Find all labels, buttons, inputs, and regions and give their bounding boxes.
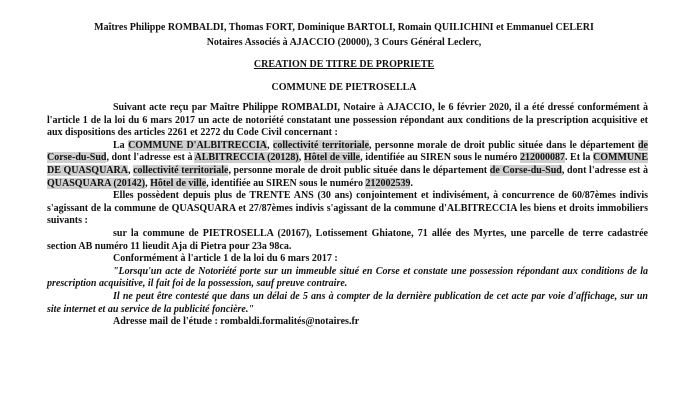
text-segment: Hôtel de ville (303, 152, 361, 164)
text-segment: 212002539 (365, 177, 411, 189)
text-segment: , (298, 152, 304, 164)
text-segment: COMMUNE D'ALBITRECCIA (128, 139, 268, 151)
text-segment: . Et la (564, 152, 593, 164)
text-segment: , identifiée au SIREN sous le numéro (206, 177, 366, 189)
paragraph-property: sur la commune de PIETROSELLA (20167), Lotissement Ghiatone, 71 allée des Myrtes, une parcelle de terre cadastrée section AB numéro 11 lieudit Aja di Pietra pour 23a 98ca. (47, 227, 648, 252)
paragraph-parties (47, 140, 648, 190)
text-segment: , personne morale de droit public située dans le département (369, 139, 638, 151)
paragraph-possession: Elles possèdent depuis plus de TRENTE ANS (30 ans) conjointement et indivisément, à concurrence de 60/87èmes indivis s'agissant de la commune de QUASQUARA et 27/87èmes indivis s'agissant de la commune d'ALBITRECCIA les biens et droits immobiliers suivants : (47, 190, 648, 227)
text-segment: , (267, 139, 273, 151)
document-subtitle: COMMUNE DE PIETROSELLA (271, 82, 417, 93)
text-segment: de Corse-du-Sud (47, 139, 648, 164)
document-title: CREATION DE TITRE DE PROPRIETE (253, 59, 435, 70)
paragraph-law-reference: Conformément à l'article 1 de la loi du 6 mars 2017 : (113, 253, 338, 265)
document-body (47, 102, 648, 329)
text-segment: COMMUNE DE QUASQUARA (47, 152, 648, 176)
notaries-address: Notaires Associés à AJACCIO (20000), 3 Cours Général Leclerc, (206, 37, 482, 48)
quote-paragraph-1: "Lorsqu'un acte de Notoriété porte sur un immeuble situé en Corse et constate une possession répondant aux conditions de la prescription acquisitive, il fait foi de la possession, sauf preuve contraire. (47, 265, 648, 290)
text-segment: collectivité territoriale (272, 139, 370, 151)
text-segment: , identifiée au SIREN sous le numéro (360, 152, 520, 164)
text-segment: 212000087 (519, 152, 565, 164)
contact-email: Adresse mail de l'étude : rombaldi.formalités@notaires.fr (113, 316, 360, 328)
text-segment: , dont l'adresse est à (106, 152, 195, 164)
text-segment: , dont l'adresse est à (561, 164, 649, 176)
notaries-names: Maîtres Philippe ROMBALDI, Thomas FORT, Dominique BARTOLI, Romain QUILICHINI et Emmanuel CELERI (94, 22, 594, 33)
text-segment: collectivité territoriale (133, 164, 229, 176)
text-segment: , (145, 177, 151, 189)
text-segment: , personne morale de droit public située dans le département (228, 164, 490, 176)
text-segment: de Corse-du-Sud (489, 164, 562, 176)
quote-paragraph-2: Il ne peut être contesté que dans un délai de 5 ans à compter de la dernière publication de cet acte par voie d'affichage, sur un site internet et au service de la publicité foncière." (47, 290, 648, 315)
text-segment: ALBITRECCIA (20128) (194, 152, 299, 164)
paragraph-act: Suivant acte reçu par Maître Philippe ROMBALDI, Notaire à AJACCIO, le 6 février 2020, il a été dressé conformément à l'article 1 de la loi du 6 mars 2017 un acte de notoriété constatant une possession répondant aux conditions de la prescription acquisitive et aux dispositions des articles 2261 et 2272 du Code Civil concernant : (47, 102, 648, 139)
text-segment: La (113, 139, 129, 151)
text-segment: , (127, 164, 134, 176)
text-segment: . (410, 177, 413, 189)
text-segment: QUASQUARA (20142) (47, 177, 146, 189)
text-segment: Hôtel de ville (150, 177, 207, 189)
